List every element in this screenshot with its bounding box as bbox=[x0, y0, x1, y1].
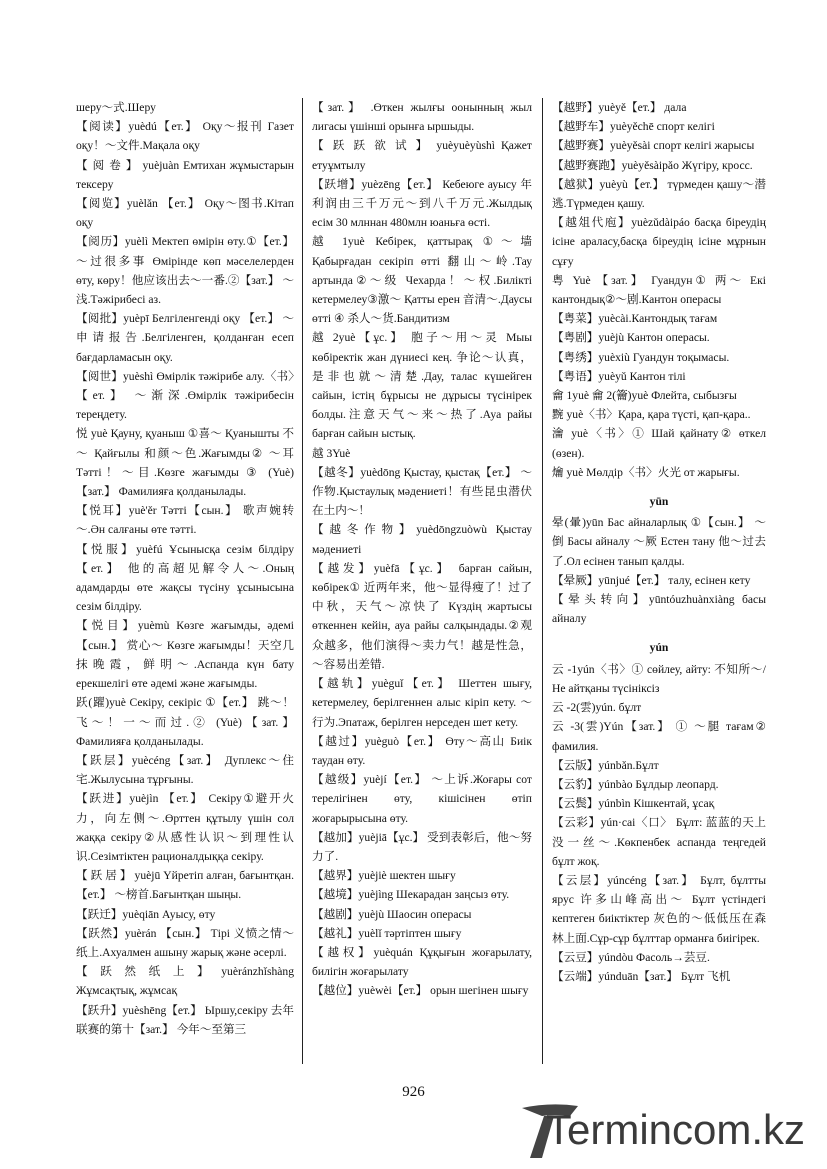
dictionary-entry: 【越加】yuèjiā【ұс.】 受到表彰后，他～努力了. bbox=[312, 830, 532, 863]
dictionary-entry: 【云豆】yúndòu Фасоль→芸豆. bbox=[552, 950, 710, 964]
dictionary-entry: 【云鬓】yúnbìn Кішкентай, ұсақ bbox=[552, 797, 715, 811]
dictionary-entry: 【阅历】yuèlì Мектеп өмірін өту.①【ет.】 ～过很多事 Өмірінде көп мәселелерден өту, көру！他应该出去～一番.②【зат.】 ～浅.Тәжірибесі аз. bbox=[76, 235, 294, 307]
dictionary-entry: 【悦目】yuèmù Көзге жағымды, әдемі【сын.】 赏心～ Көзге жағымды！天空几抹晚霞，鲜明～.Аспанда күн бату ерекшелігі өте әдемі және жағымды. bbox=[76, 619, 294, 691]
column-divider-right bbox=[542, 98, 543, 1064]
dictionary-column-1 bbox=[76, 98, 294, 1039]
dictionary-entry: 【悦耳】yuè'ěr Тәтті【сын.】 歌声婉转～.Ән салғаны өте тәтті. bbox=[76, 504, 294, 537]
dictionary-entry: 【云彩】yún·cai〈口〉 Бұлт: 蓝蓝的天上没一丝～.Көкпенбек аспанда теңгедей бұлт жоқ. bbox=[552, 816, 766, 868]
dictionary-entry: 云 -3(雲)Yún【зат.】 ① ～腿 тағам② фамилия. bbox=[552, 720, 766, 753]
section-heading: yūn bbox=[649, 495, 669, 509]
dictionary-entry: 瀹 yuè〈书〉① Шай қайнату② өткел (өзен). bbox=[552, 427, 766, 460]
dictionary-entry: 爚 yuè Мөлдір〈书〉火光 от жарығы. bbox=[552, 465, 740, 479]
dictionary-entry: 【阅读】yuèdú【ет.】 Оқу～报刊 Газет оқу！～文件.Мақала оқу bbox=[76, 120, 294, 153]
dictionary-entry: 【越界】yuèjiè шектен шығу bbox=[312, 869, 456, 883]
dictionary-entry: 【越狱】yuèyù【ет.】 түрмеден қашу～潜逃.Түрмеден қашу. bbox=[552, 177, 766, 211]
logo-text: Termincom.kz bbox=[546, 1106, 806, 1153]
dictionary-entry: 【 阅 卷 】 yuèjuàn Емтихан жұмыстарын тексеру bbox=[76, 158, 294, 191]
dictionary-entry: 【跃进】yuèjìn 【ет.】 Секіру①避开火力，向左侧～.Өрттен құтылу үшін сол жаққа секіру②从感性认识～到理性认识.Сезімтіктен рационалдыққа секіру. bbox=[76, 792, 294, 863]
dictionary-entry: 【越野】yuèyě【ет.】 дала bbox=[552, 101, 687, 114]
dictionary-entry: 【越野赛跑】yuèyěsàipǎo Жүгіру, кросс. bbox=[552, 158, 753, 172]
dictionary-entry: 龠 1yuè 龠 2(籥)yuè Флейта, сыбызғы bbox=[552, 389, 737, 403]
dictionary-entry: 【越冬】yuèdōng Қыстау, қыстақ【ет.】 ～作物.Қыстаулық мәдениеті！有些昆虫潜伏在土内～！ bbox=[312, 465, 532, 518]
column-divider-left bbox=[302, 98, 303, 1064]
dictionary-entry: 【越发】yuèfā【ұс.】 барған сайын, көбірек① 近两年来，他～显得瘦了！过了中秋，天气～凉快了 Күздің жартысы өткеннен кейін, ауа райы салқындады.②观众越多，他们演得～卖力气！越是性急，～容易出差错. bbox=[312, 561, 532, 671]
dictionary-entry: шеру～式.Шеру bbox=[76, 101, 156, 114]
dictionary-entry: 【跃迁】yuèqiān Ауысу, өту bbox=[76, 907, 216, 921]
dictionary-entry: 【越境】yuèjìng Шекарадан заңсыз өту. bbox=[312, 888, 510, 902]
dictionary-entry: 【跃然】yuèrán 【сын.】 Тірі 义愤之情～纸上.Ахуалмен ашыну жарық және әсерлі. bbox=[76, 926, 294, 959]
dictionary-entry: 【 跃 跃 欲 试 】 yuèyuèyùshì Қажет етуұмтылу bbox=[312, 139, 532, 172]
dictionary-entry: 越 3Yuè bbox=[312, 446, 351, 460]
dictionary-entry: 【阅览】yuèlǎn 【ет.】 Оқу～图书.Кітап оқу bbox=[76, 197, 294, 230]
dictionary-entry: 晕(暈)yūn Бас айналарлық ①【сын.】 ～倒 Басы айналу ～厥 Естен тану 他～过去了.Ол есінен танып қалды. bbox=[552, 516, 766, 568]
dictionary-entry: 【粤菜】yuècài.Кантондық тағам bbox=[552, 312, 718, 326]
dictionary-entry: 【 跃 然 纸 上 】 yuèránzhǐshàng Жұмсақтық, жұмсақ bbox=[76, 965, 294, 998]
dictionary-entry: 【云豹】yúnbào Бұлдыр леопард. bbox=[552, 777, 719, 791]
dictionary-entry: 【粤绣】yuèxiù Гуандун тоқымасы. bbox=[552, 350, 730, 364]
dictionary-entry: 【跃层】yuècéng【зат.】 Дуплекс～住宅.Жылусына тұрғыны. bbox=[76, 753, 294, 787]
dictionary-entry: 【粤剧】yuèjù Кантон операсы. bbox=[552, 331, 710, 345]
dictionary-entry: 【云端】yúnduān【зат.】 Бұлт 飞机 bbox=[552, 969, 731, 983]
dictionary-entry: 【越野车】yuèyěchē спорт келігі bbox=[552, 120, 715, 134]
dictionary-entry: 【越级】yuèjí【ет.】 ～上诉.Жоғары сот терелігінен өту, кішісінен өтіп жоғарырысына өту. bbox=[312, 773, 532, 825]
dictionary-entry: 【悦服】yuèfú Ұсынысқа сезім білдіру【ет.】 他的高超见解令人～.Оның адамдарды өте жақсы түсіну ұсынысына сезім білдіру. bbox=[76, 542, 294, 614]
dictionary-entry: 云 -2(雲)yún. бұлт bbox=[552, 701, 642, 715]
dictionary-entry: 粤 Yuè 【зат.】 Гуандун① 两～ Екі кантондық②～剧.Кантон операсы bbox=[552, 273, 766, 307]
dictionary-entry: 【粤语】yuèyǔ Кантон тілі bbox=[552, 369, 686, 383]
dictionary-entry: 【阅批】yuèpī Белгіленгенді оқу 【ет.】 ～申请报告.Белгіленген, қолданған есеп бағдарламасын оқу. bbox=[76, 312, 294, 364]
dictionary-entry: 【зат.】 .Өткен жылғы оонынның жыл лигасы үшінші орынға ыршыды. bbox=[312, 101, 532, 134]
dictionary-entry: 【越过】yuèguò【ет.】 Өту～高山 Биік таудан өту. bbox=[312, 734, 532, 767]
dictionary-entry: 【越剧】yuèjù Шаосин операсы bbox=[312, 907, 472, 921]
dictionary-entry: 【 跃 居 】 yuèjū Үйретіп алған, бағынтқан.【ет.】 ～榜首.Бағынтқан шыңы. bbox=[76, 869, 294, 902]
dictionary-entry: 【阅世】yuèshì Өмірлік тәжірибе алу.〈书〉【ет.】 ～渐深.Өмірлік тәжірибесін тереңдету. bbox=[76, 369, 294, 422]
dictionary-entry: 云 -1yún〈书〉① сөйлеу, айту: 不知所～/ Не айтқаны түсініксіз bbox=[552, 662, 766, 695]
dictionary-entry: 【越礼】yuèlǐ тәртіптен шығу bbox=[312, 926, 462, 940]
section-heading: yún bbox=[649, 641, 669, 655]
dictionary-entry: 跃(躍)yuè Секіру, секіріс ①【ет.】 跳～！飞～！一～而过.② (Yuè)【зат.】 Фамилияға қолданылады. bbox=[76, 696, 294, 748]
dictionary-entry: 【跃升】yuèshēng【ет.】 Ыршу,секіру 去年联赛的第十【зат.】 今年～至第三 bbox=[76, 1003, 294, 1036]
dictionary-entry: 【越冬作物】yuèdōngzuòwù Қыстау мәдениеті bbox=[312, 523, 532, 556]
dictionary-entry: 【跃增】yuèzēng【ет.】 Кебеюге ауысу 年利润由三千万元～到八千万元.Жылдық есім 30 млннан 480млн юаньға өсті. bbox=[312, 177, 532, 230]
dictionary-entry: 悦 yuè Қауну, қуаныш ①喜～ Қуанышты 不～ Қайғылы 和颜～色.Жағымды② ～耳 Тәтті！～目.Көзге жағымды ③ (Yuè)【зат.】 Фамилияға қолданылады. bbox=[76, 427, 294, 499]
page-number: 926 bbox=[402, 1084, 425, 1100]
dictionary-entry: 【晕厥】yūnjué【ет.】 талу, есінен кету bbox=[552, 573, 751, 587]
dictionary-entry: 【云版】yúnbǎn.Бұлт bbox=[552, 758, 659, 772]
dictionary-entry: 【晕头转向】yūntóuzhuànxiàng басы айналу bbox=[552, 593, 766, 626]
dictionary-entry: 【越俎代庖】yuèzǔdàipáo басқа біреудің ісіне араласу,басқа біреудің ісіне мұрнын сұғу bbox=[552, 216, 766, 268]
dictionary-entry: 【越轨】yuèguǐ【ет.】 Шеттен шығу, кетермелеу, берілгеннен алыс кіріп кету. ～行为.Эпатаж, берілген нерседен шет кету. bbox=[312, 677, 532, 729]
dictionary-column-2 bbox=[312, 98, 532, 1001]
dictionary-entry: 【越野赛】yuèyěsài спорт келігі жарысы bbox=[552, 139, 755, 153]
dictionary-entry: 【越权】yuèquán Құқығын жоғарылату, билігін жоғарылату bbox=[312, 945, 532, 979]
dictionary-column-3 bbox=[552, 98, 766, 986]
dictionary-entry: 黦 yuè〈书〉Қара, қара түсті, қап-қара.. bbox=[552, 408, 751, 422]
dictionary-entry: 【云层】yúncéng【зат.】 Бұлт, бұлтты ярус 许多山峰高出～ Бұлт үстіндегі кептеген биіктіктер 灰色的～低低压在森林上面.Сұр-сұр бұлттар орманға биігірек. bbox=[552, 873, 766, 945]
dictionary-entry: 越 2yuè【ұс.】 胞子～用～灵 Мыы көбіректік жан дүниесі кең. 争论～认真，是非也就～清楚.Дау, талас күшейген сайын, істің бұрысы не дұрысы түсінірек болды.注意天气～来～热了.Ауа райы барған сайын ыстық. bbox=[312, 331, 532, 441]
dictionary-entry: 【越位】yuèwèi【ет.】 орын шегінен шығу bbox=[312, 984, 529, 998]
termincom-logo bbox=[520, 1102, 815, 1158]
dictionary-entry: 越 1yuè Кебірек, қаттырақ ①～墙 Қабырғадан секіріп өтті 翻山～岭.Тау артында②～级 Чехарда！～权.Биліктi кетермелеу③激～ Қатты ерен 音清～.Даусы өтті ④ 杀人～货.Бандитизм bbox=[312, 235, 532, 326]
